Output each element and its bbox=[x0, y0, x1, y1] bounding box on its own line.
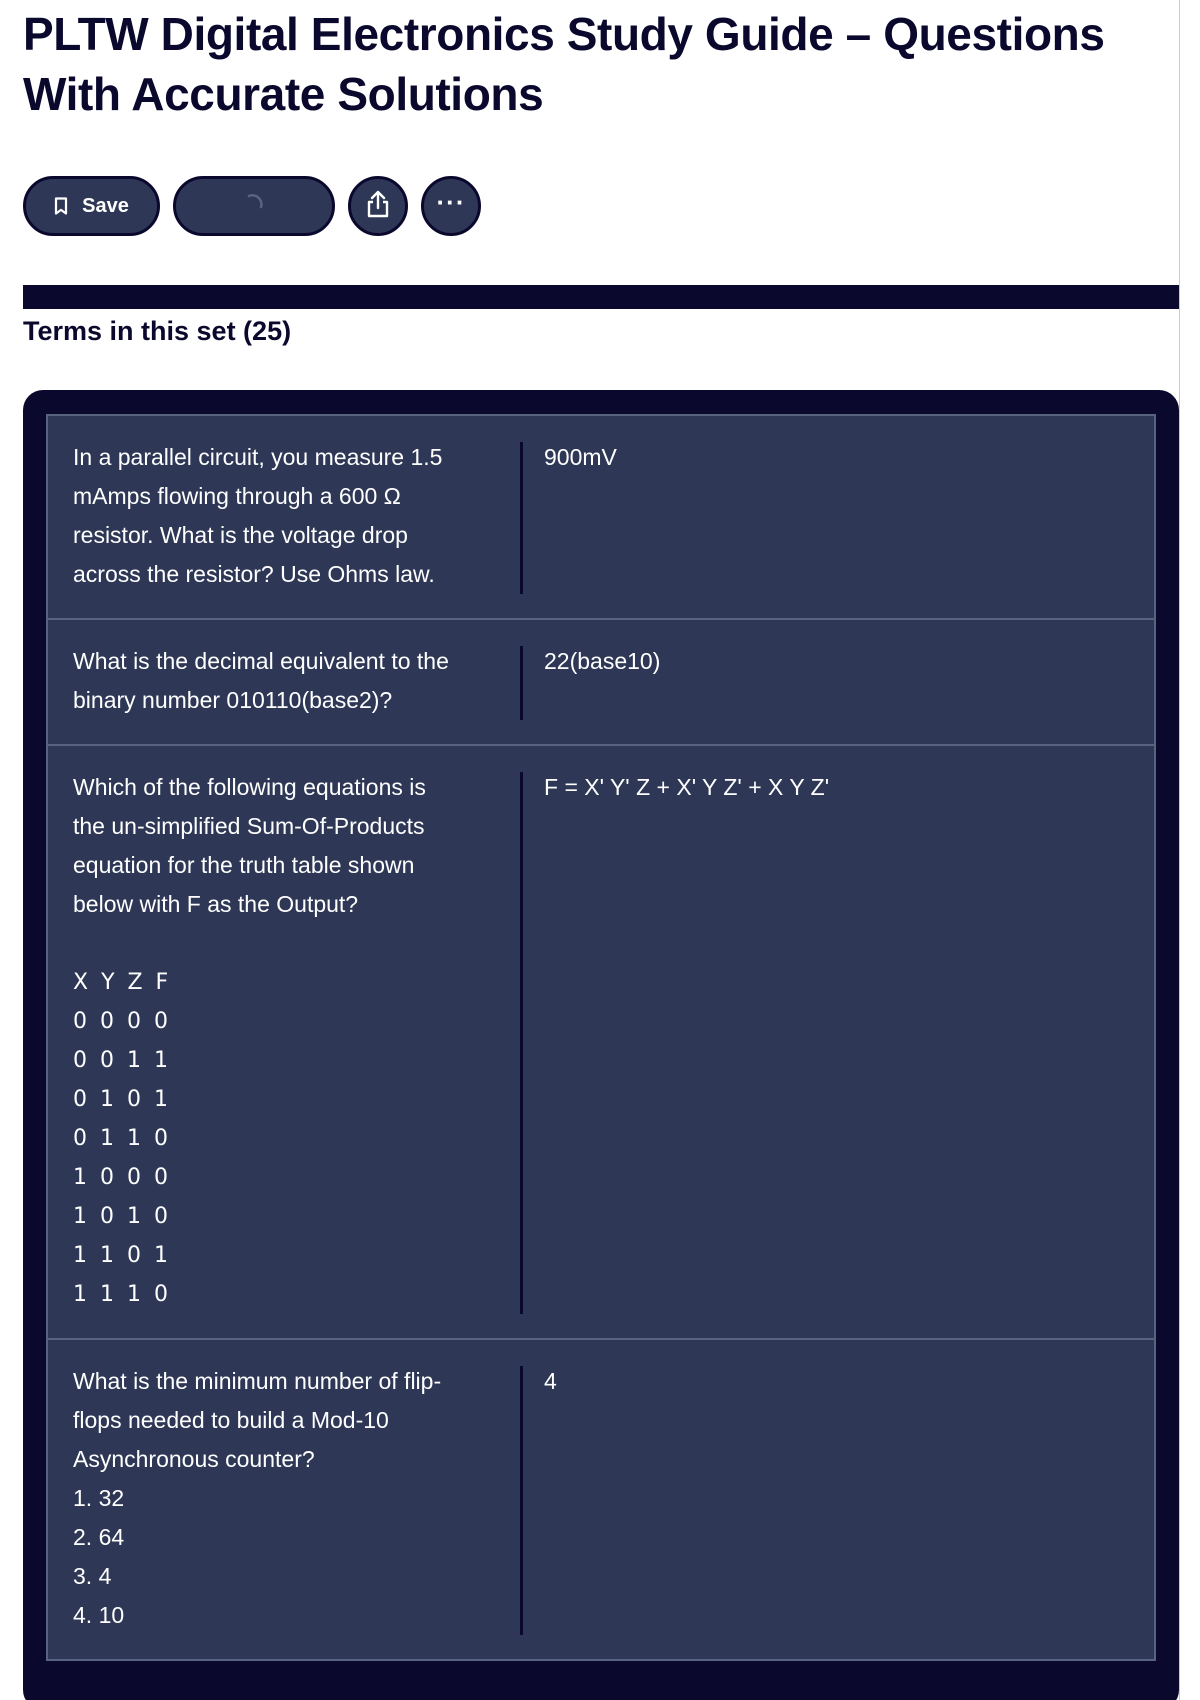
term-line: 1. 32 bbox=[73, 1485, 125, 1511]
page-right-rule bbox=[1179, 0, 1180, 1700]
term-line: equation for the truth table shown bbox=[73, 852, 415, 878]
term-spacer bbox=[73, 924, 494, 963]
term-card[interactable] bbox=[46, 1340, 1156, 1661]
more-icon: ··· bbox=[436, 187, 466, 217]
term-line: Which of the following equations is bbox=[73, 774, 426, 800]
page-title: PLTW Digital Electronics Study Guide – Questions With Accurate Solutions bbox=[23, 8, 1105, 120]
save-button-label: Save bbox=[82, 194, 129, 217]
term-text bbox=[48, 416, 520, 618]
term-line: What is the minimum number of flip- bbox=[73, 1368, 442, 1394]
term-line: below with F as the Output? bbox=[73, 891, 359, 917]
loading-button[interactable] bbox=[173, 176, 335, 236]
card-divider bbox=[520, 1366, 523, 1635]
truth-table-row: 1 0 1 0 bbox=[73, 1204, 171, 1229]
term-card[interactable] bbox=[46, 746, 1156, 1340]
truth-table-row: 1 1 0 1 bbox=[73, 1243, 171, 1268]
truth-table-row: 1 0 0 0 bbox=[73, 1165, 171, 1190]
term-line: flops needed to build a Mod-10 bbox=[73, 1407, 389, 1433]
term-line: resistor. What is the voltage drop bbox=[73, 522, 408, 548]
term-line: mAmps flowing through a 600 Ω bbox=[73, 483, 401, 509]
definition-text: 4 bbox=[544, 1368, 557, 1394]
card-divider bbox=[520, 772, 523, 1314]
more-options-button[interactable] bbox=[421, 176, 481, 236]
card-divider bbox=[520, 442, 523, 594]
bookmark-icon bbox=[54, 197, 68, 215]
definition-text: 22(base10) bbox=[544, 648, 661, 674]
definition-text: F = X' Y' Z + X' Y Z' + X Y Z' bbox=[544, 774, 830, 800]
term-line: 4. 10 bbox=[73, 1602, 125, 1628]
term-card[interactable] bbox=[46, 414, 1156, 620]
term-line: What is the decimal equivalent to the bbox=[73, 648, 449, 674]
share-button[interactable] bbox=[348, 176, 408, 236]
truth-table-row: 1 1 1 0 bbox=[73, 1282, 171, 1307]
loading-spinner-icon bbox=[241, 191, 267, 222]
term-line: across the resistor? Use Ohms law. bbox=[73, 561, 435, 587]
truth-table-row: 0 0 0 0 bbox=[73, 1009, 171, 1034]
definition-text: 900mV bbox=[544, 444, 617, 470]
card-divider bbox=[520, 646, 523, 720]
truth-table-row: 0 1 1 0 bbox=[73, 1126, 171, 1151]
term-line: 2. 64 bbox=[73, 1524, 125, 1550]
terms-heading: Terms in this set (25) bbox=[23, 316, 292, 346]
term-line: In a parallel circuit, you measure 1.5 bbox=[73, 444, 443, 470]
term-text bbox=[48, 746, 520, 1338]
term-line: binary number 010110(base2)? bbox=[73, 687, 393, 713]
term-card[interactable] bbox=[46, 620, 1156, 746]
save-button[interactable] bbox=[23, 176, 160, 236]
term-line: the un-simplified Sum-Of-Products bbox=[73, 813, 425, 839]
section-divider-bar bbox=[23, 285, 1179, 309]
term-line: Asynchronous counter? bbox=[73, 1446, 315, 1472]
terms-list bbox=[23, 390, 1179, 1700]
term-text bbox=[48, 1340, 520, 1659]
term-text bbox=[48, 620, 520, 744]
truth-table-row: 0 1 0 1 bbox=[73, 1087, 171, 1112]
truth-table-row: 0 0 1 1 bbox=[73, 1048, 171, 1073]
truth-table-row: X Y Z F bbox=[73, 970, 172, 995]
share-icon bbox=[364, 189, 392, 224]
term-line: 3. 4 bbox=[73, 1563, 112, 1589]
